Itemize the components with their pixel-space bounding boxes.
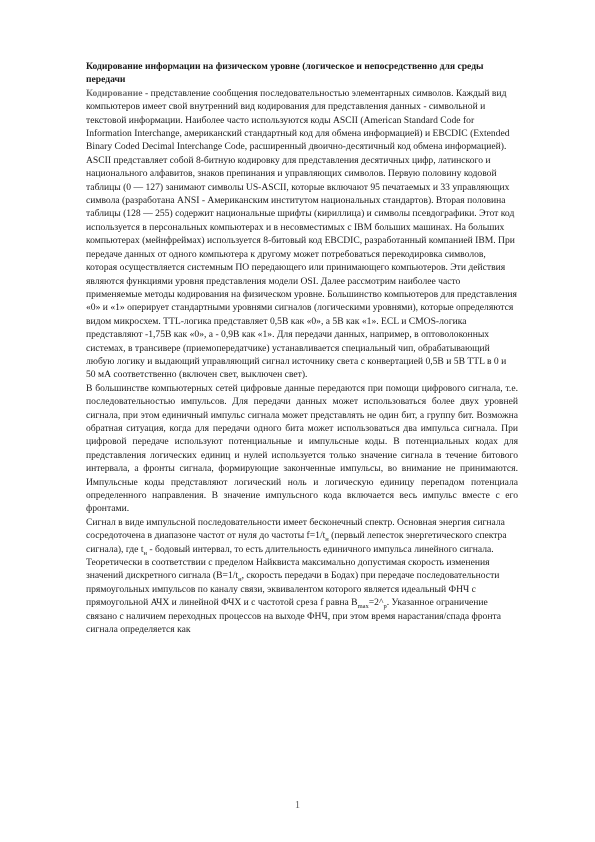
page-number: 1	[295, 800, 300, 811]
text-fragment: =2^	[368, 597, 384, 609]
section-title: Кодирование информации на физическом уровне (логическое и непосредственно для среды передачи	[86, 61, 484, 86]
text-fragment: . Указанное ограничение связано с наличием переходных процессов на выходе ФНЧ, при этом время нарастания/спада фронта сигнала определяется как	[86, 597, 502, 636]
text-fragment: Теоретически в соответствии с пределом Найквиста максимально допустимая скорость изменения значений дискретного сигнала (B=1/t	[86, 557, 490, 582]
text-fragment: , скорость передачи в Бодах) при передаче последовательности прямоугольных импульсов по каналу связи, эквивалентом которого является идеальный ФНЧ с прямоугольной АЧХ и линейной ФЧХ и с частотой среза f равна B	[86, 570, 500, 609]
subscript: н	[325, 536, 329, 544]
text-fragment: Сигнал в виде импульсной последовательности имеет бесконечный спектр. Основная энергия сигнала сосредоточена в диапазоне частот от нуля до частоты f=1/t	[86, 516, 505, 542]
paragraph-encoding-definition	[86, 87, 518, 382]
paragraph-nyquist-limit	[86, 556, 518, 636]
subscript: н	[143, 549, 147, 557]
paragraph-text: - представление сообщения последовательностью элементарных символов. Каждый вид компьютеров имеет свой внутренний вид кодирования для представления данных - символьной и текстовой информации. Наиболее часто используются коды ASCII (American Standard Code for Information Interchange, американский стандартный код для обмена информацией) и EBCDIC (Extended Binary Coded Decimal Interchange Code, расширенный двоично-десятичный код обмена информацией). ASCII представляет собой 8-битную кодировку для представления десятичных цифр, латинского и национального алфавитов, знаков препинания и управляющих символов. Первую половину кодовой таблицы (0 — 127) занимают символы US-ASCII, которые включают 95 печатаемых и 33 управляющих символа (разработана ANSI - Американским институтом национальных стандартов). Вторая половина таблицы (128 — 255) содержит национальные шрифты (кириллица) и символы псевдографики. Этот код используется в персональных компьютерах и в несовместимых с IBM больших машинах. На больших компьютерах (мейнфреймах) используется 8-битовый код EBCDIC, разработанный компанией IBM. При передаче данных от одного компьютера к другому может потребоваться перекодировка символов, которая осуществляется системным ПО передающего или принимающего компьютеров. Эти действия являются функциями уровня представления модели OSI. Далее рассмотрим наиболее часто применяемые методы кодирования на физическом уровне. Большинство компьютеров для представления «0» и «1» оперирует стандартными уровнями сигналов (логическими уровнями), которые определяются видом микросхем. TTL-логика представляет 0,5В как «0», а 5В как «1». ECL и CMOS-логика представляют -1,75В как «0», а - 0,9В как «1». Для передачи данных, например, в оптоволоконных системах, в трансивере (приемопередатчике) устанавливается специальный чип, обрабатывающий любую логику и выдающий управляющий сигнал источнику света с конвертацией 0,5В и 5В TTL в 0 и 50 мА соответственно (включен свет, выключен свет).	[86, 87, 517, 381]
text-fragment: - бодовый интервал, то есть длительность единичного импульса линейного сигнала.	[147, 543, 494, 555]
document-body	[86, 60, 518, 636]
term-encoding: Кодирование	[86, 87, 143, 99]
text-fragment: (первый лепесток энергетического спектра сигнала), где t	[86, 530, 507, 555]
paragraph-pulse-spectrum	[86, 516, 518, 556]
subscript: max	[357, 603, 369, 611]
subscript: р	[383, 603, 387, 611]
subscript: н	[238, 576, 242, 584]
paragraph-digital-signals: В большинстве компьютерных сетей цифровые данные передаются при помощи цифрового сигнала, т.е. последовательностью импульсов. Для передачи данных может использоваться более двух уровней сигнала, при этом единичный импульс сигнала может представлять не один бит, а группу бит. Возможна обратная ситуация, когда для передачи одного бита может использоваться два импульса сигнала. При цифровой передаче используют потенциальные и импульсные коды. В потенциальных кодах для представления логических единиц и нулей используется только значение сигнала в течение битового интервала, а фронты сигнала, формирующие законченные импульсы, во внимание не принимаются. Импульсные коды представляют логический ноль и логическую единицу перепадом потенциала определенного направления. В значение импульсного кода включается весь импульс вместе с его фронтами.	[86, 382, 518, 515]
